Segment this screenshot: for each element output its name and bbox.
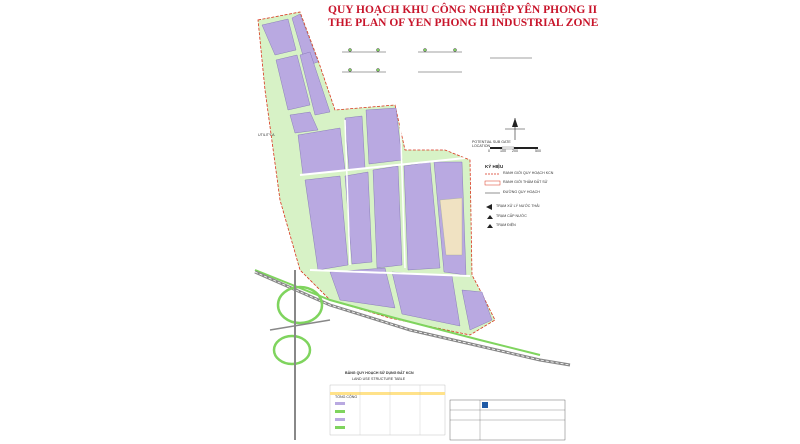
interchange-loop-2 xyxy=(274,336,310,364)
table-subtitle: LAND USE STRUCTURE TABLE xyxy=(352,377,406,381)
scale-tick: 500 xyxy=(535,149,541,153)
industrial-block-6 xyxy=(298,128,345,175)
title-block xyxy=(450,400,565,440)
map-title-vietnamese: QUY HOẠCH KHU CÔNG NGHIỆP YÊN PHONG II xyxy=(328,4,598,16)
legend-title: KÝ HIỆU xyxy=(485,164,504,169)
legend-item: RANH GIỚI QUY HOẠCH KCN xyxy=(503,171,554,175)
sub-gate-label: POTENTIAL SUB GATE LOCATION xyxy=(472,140,511,148)
legend-item: TRẠM XỬ LÝ NƯỚC THẢI xyxy=(496,204,540,208)
legend-item: TRẠM CẤP NƯỚC xyxy=(496,214,527,218)
scale-tick: 200 xyxy=(512,149,518,153)
legend-item: TRẠM ĐIỆN xyxy=(496,223,516,227)
map-title-english: THE PLAN OF YEN PHONG II INDUSTRIAL ZONE xyxy=(328,17,599,29)
table-total-label: TỔNG CỘNG xyxy=(335,395,358,399)
land-use-table xyxy=(330,385,445,435)
legend-item: ĐƯỜNG QUY HOẠCH xyxy=(503,190,540,194)
industrial-block-11 xyxy=(373,166,402,268)
scale-tick: 100 xyxy=(500,149,506,153)
legend-item: RANH GIỚI THẢM ĐẤT SỬ xyxy=(503,180,548,184)
interchange-road-2 xyxy=(270,320,330,330)
road-cross-sections xyxy=(342,49,532,73)
legend-symbols xyxy=(485,174,500,228)
scale-tick: 0 xyxy=(488,149,490,153)
utility-label: UTILITY A xyxy=(258,133,275,137)
industrial-block-8 xyxy=(366,108,402,164)
table-title: BẢNG QUY HOẠCH SỬ DỤNG ĐẤT KCN xyxy=(345,371,414,375)
north-arrow-icon xyxy=(505,118,525,140)
